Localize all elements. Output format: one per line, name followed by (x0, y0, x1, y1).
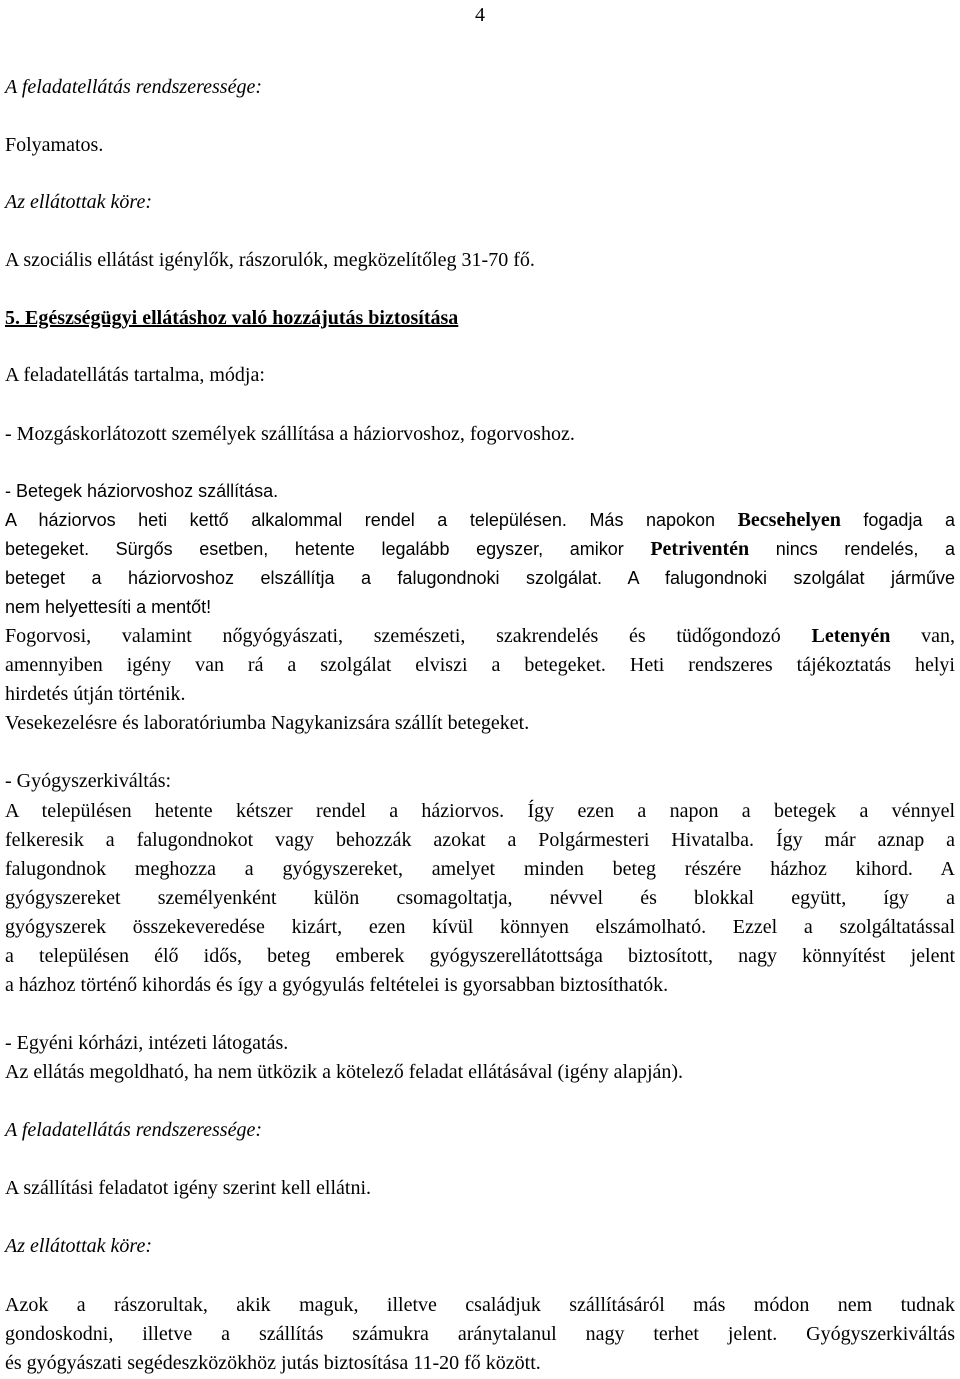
recipients-line: gondoskodni, illetve a szállítás számukra aránytalanul nagy terhet jelent. Gyógyszerkiváltás (5, 1323, 955, 1345)
dental-line-2: amennyiben igény van rá a szolgálat elviszi a betegeket. Heti rendszeres tájékoztatás helyi (5, 654, 955, 676)
item-mobility: - Mozgáskorlátozott személyek szállítása a háziorvoshoz, fogorvoshoz. (5, 423, 575, 445)
sans-line-2: betegeket. Sürgős esetben, hetente legalább egyszer, amikor Petriventén nincs rendelés, a (5, 538, 955, 560)
sans-line-4: nem helyettesíti a mentőt! (5, 597, 212, 617)
section-heading: 5. Egészségügyi ellátáshoz való hozzájutás biztosítása (5, 307, 459, 329)
sans-line-1: A háziorvos heti kettő alkalommal rendel a településen. Más napokon Becsehelyen fogadja a (5, 509, 955, 531)
recipients-line: és gyógyászati segédeszközökhöz jutás biztosítása 11-20 fő között. (5, 1352, 541, 1374)
pharmacy-line: a házhoz történő kihordás és így a gyógyulás feltételei is gyorsabban biztosíthatók. (5, 974, 669, 996)
pharmacy-line: A településen hetente kétszer rendel a háziorvos. Így ezen a napon a betegek a vénnyel (5, 800, 955, 822)
pharmacy-line: felkeresik a falugondnokot vagy behozzák azokat a Polgármesteri Hivatalba. Így már aznap a (5, 829, 955, 851)
visit-label: - Egyéni kórházi, intézeti látogatás. (5, 1032, 289, 1054)
label-recipients-2: Az ellátottak köre: (5, 1235, 152, 1257)
dental-line-3: hirdetés útján történik. (5, 683, 186, 705)
label-content: A feladatellátás tartalma, módja: (5, 364, 265, 386)
town-petrivente: Petriventén (650, 538, 750, 560)
pharmacy-line: gyógyszerek összekeveredése kizárt, ezen kívül könnyen elszámolható. Ezzel a szolgáltatással (5, 916, 955, 938)
dental-line-1: Fogorvosi, valamint nőgyógyászati, szemészeti, szakrendelés és tüdőgondozó Letenyén van, (5, 625, 955, 647)
regularity-value: Folyamatos. (5, 134, 104, 156)
regularity-value-2: A szállítási feladatot igény szerint kell ellátni. (5, 1177, 371, 1199)
pharmacy-line: gyógyszereket személyenként külön csomagoltatja, névvel és blokkal együtt, így a (5, 887, 955, 909)
town-becsehely: Becsehelyen (737, 509, 841, 531)
dental-line-4: Vesekezelésre és laboratóriumba Nagykanizsára szállít betegeket. (5, 712, 530, 734)
recipients-value: A szociális ellátást igénylők, rászorulók, megközelítőleg 31-70 fő. (5, 249, 535, 271)
item-patients: - Betegek háziorvoshoz szállítása. (5, 481, 279, 501)
town-letenye: Letenyén (811, 625, 891, 647)
pharmacy-label: - Gyógyszerkiváltás: (5, 770, 172, 792)
label-regularity-2: A feladatellátás rendszeressége: (5, 1119, 262, 1141)
visit-value: Az ellátás megoldható, ha nem ütközik a kötelező feladat ellátásával (igény alapján). (5, 1061, 684, 1083)
label-regularity: A feladatellátás rendszeressége: (5, 76, 262, 98)
page-number: 4 (475, 4, 485, 26)
pharmacy-line: a településen élő idős, beteg emberek gyógyszerellátottsága biztosított, nagy könnyítést jelent (5, 945, 955, 967)
pharmacy-line: falugondnok meghozza a gyógyszereket, amelyet minden beteg részére házhoz kihord. A (5, 858, 955, 880)
sans-line-3: beteget a háziorvoshoz elszállítja a falugondnoki szolgálat. A falugondnoki szolgálat járműve (5, 568, 955, 588)
label-recipients: Az ellátottak köre: (5, 191, 152, 213)
recipients-line: Azok a rászorultak, akik maguk, illetve családjuk szállításáról más módon nem tudnak (5, 1294, 955, 1316)
